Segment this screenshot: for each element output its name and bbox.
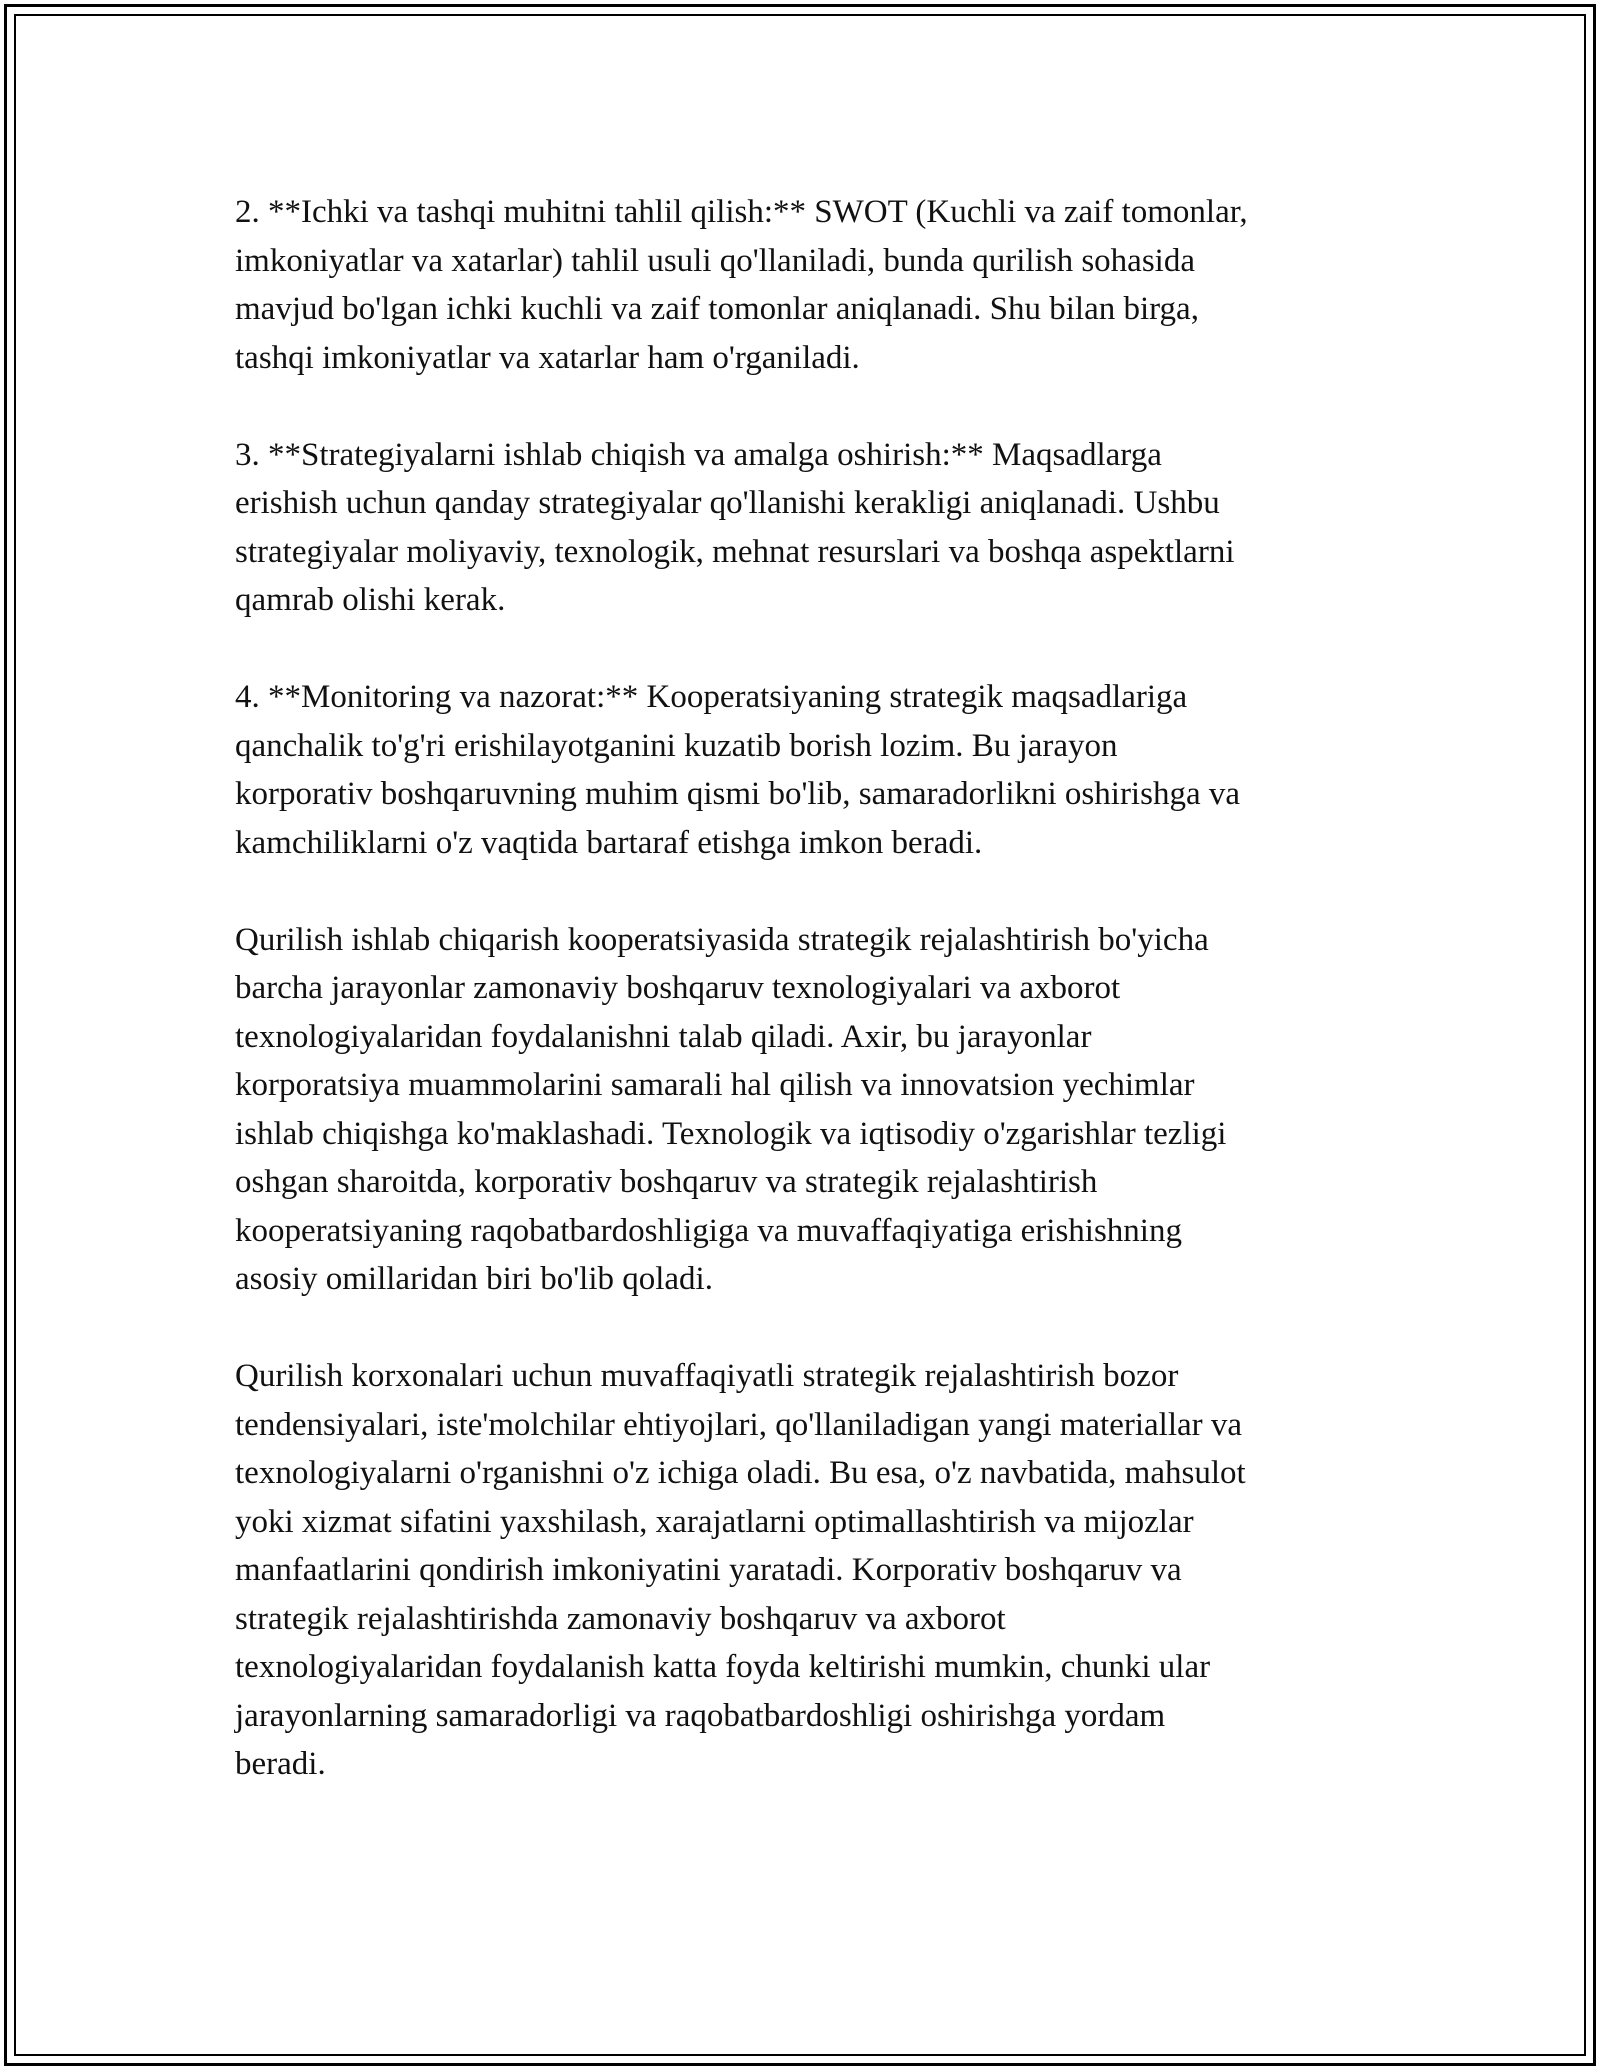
paragraph-korxonalar: Qurilish korxonalari uchun muvaffaqiyatli strategik rejalashtirish bozor tendensiyalari, iste'molchilar ehtiyojlari, qo'llaniladigan yangi materiallar va texnologiyalarni o'rganishni o'z ichiga oladi. Bu esa, o'z navbatida, mahsulot yoki xizmat sifatini yaxshilash, xarajatlarni optimallashtirish va mijozlar manfaatlarini qondirish imkoniyatini yaratadi. Korporativ boshqaruv va strategik rejalashtirishda zamonaviy boshqaruv va axborot texnologiyalaridan foydalanish katta foyda keltirishi mumkin, chunki ular jarayonlarning samaradorligi va raqobatbardoshligi oshirishga yordam beradi.: [235, 1358, 1246, 1782]
document-body: [235, 188, 1375, 1837]
paragraph-monitoring: 4. **Monitoring va nazorat:** Kooperatsiyaning strategik maqsadlariga qanchalik to'g'ri erishilayotganini kuzatib borish lozim. Bu jarayon korporativ boshqaruvning muhim qismi bo'lib, samaradorlikni oshirishga va kamchiliklarni o'z vaqtida bartaraf etishga imkon beradi.: [235, 679, 1240, 861]
paragraph-ichki-tashqi-muhit: 2. **Ichki va tashqi muhitni tahlil qilish:** SWOT (Kuchli va zaif tomonlar, imkoniyatlar va xatarlar) tahlil usuli qo'llaniladi, bunda qurilish sohasida mavjud bo'lgan ichki kuchli va zaif tomonlar aniqlanadi. Shu bilan birga, tashqi imkoniyatlar va xatarlar ham o'rganiladi.: [235, 194, 1248, 376]
paragraph-strategiyalar: 3. **Strategiyalarni ishlab chiqish va amalga oshirish:** Maqsadlarga erishish uchun qanday strategiyalar qo'llanishi kerakligi aniqlanadi. Ushbu strategiyalar moliyaviy, texnologik, mehnat resurslari va boshqa aspektlarni qamrab olishi kerak.: [235, 436, 1235, 618]
paragraph-kooperatsiya: Qurilish ishlab chiqarish kooperatsiyasida strategik rejalashtirish bo'yicha barcha jarayonlar zamonaviy boshqaruv texnologiyalari va axborot texnologiyalaridan foydalanishni talab qiladi. Axir, bu jarayonlar korporatsiya muammolarini samarali hal qilish va innovatsion yechimlar ishlab chiqishga ko'maklashadi. Texnologik va iqtisodiy o'zgarishlar tezligi oshgan sharoitda, korporativ boshqaruv va strategik rejalashtirish kooperatsiyaning raqobatbardoshligiga va muvaffaqiyatiga erishishning asosiy omillaridan biri bo'lib qoladi.: [235, 921, 1227, 1297]
